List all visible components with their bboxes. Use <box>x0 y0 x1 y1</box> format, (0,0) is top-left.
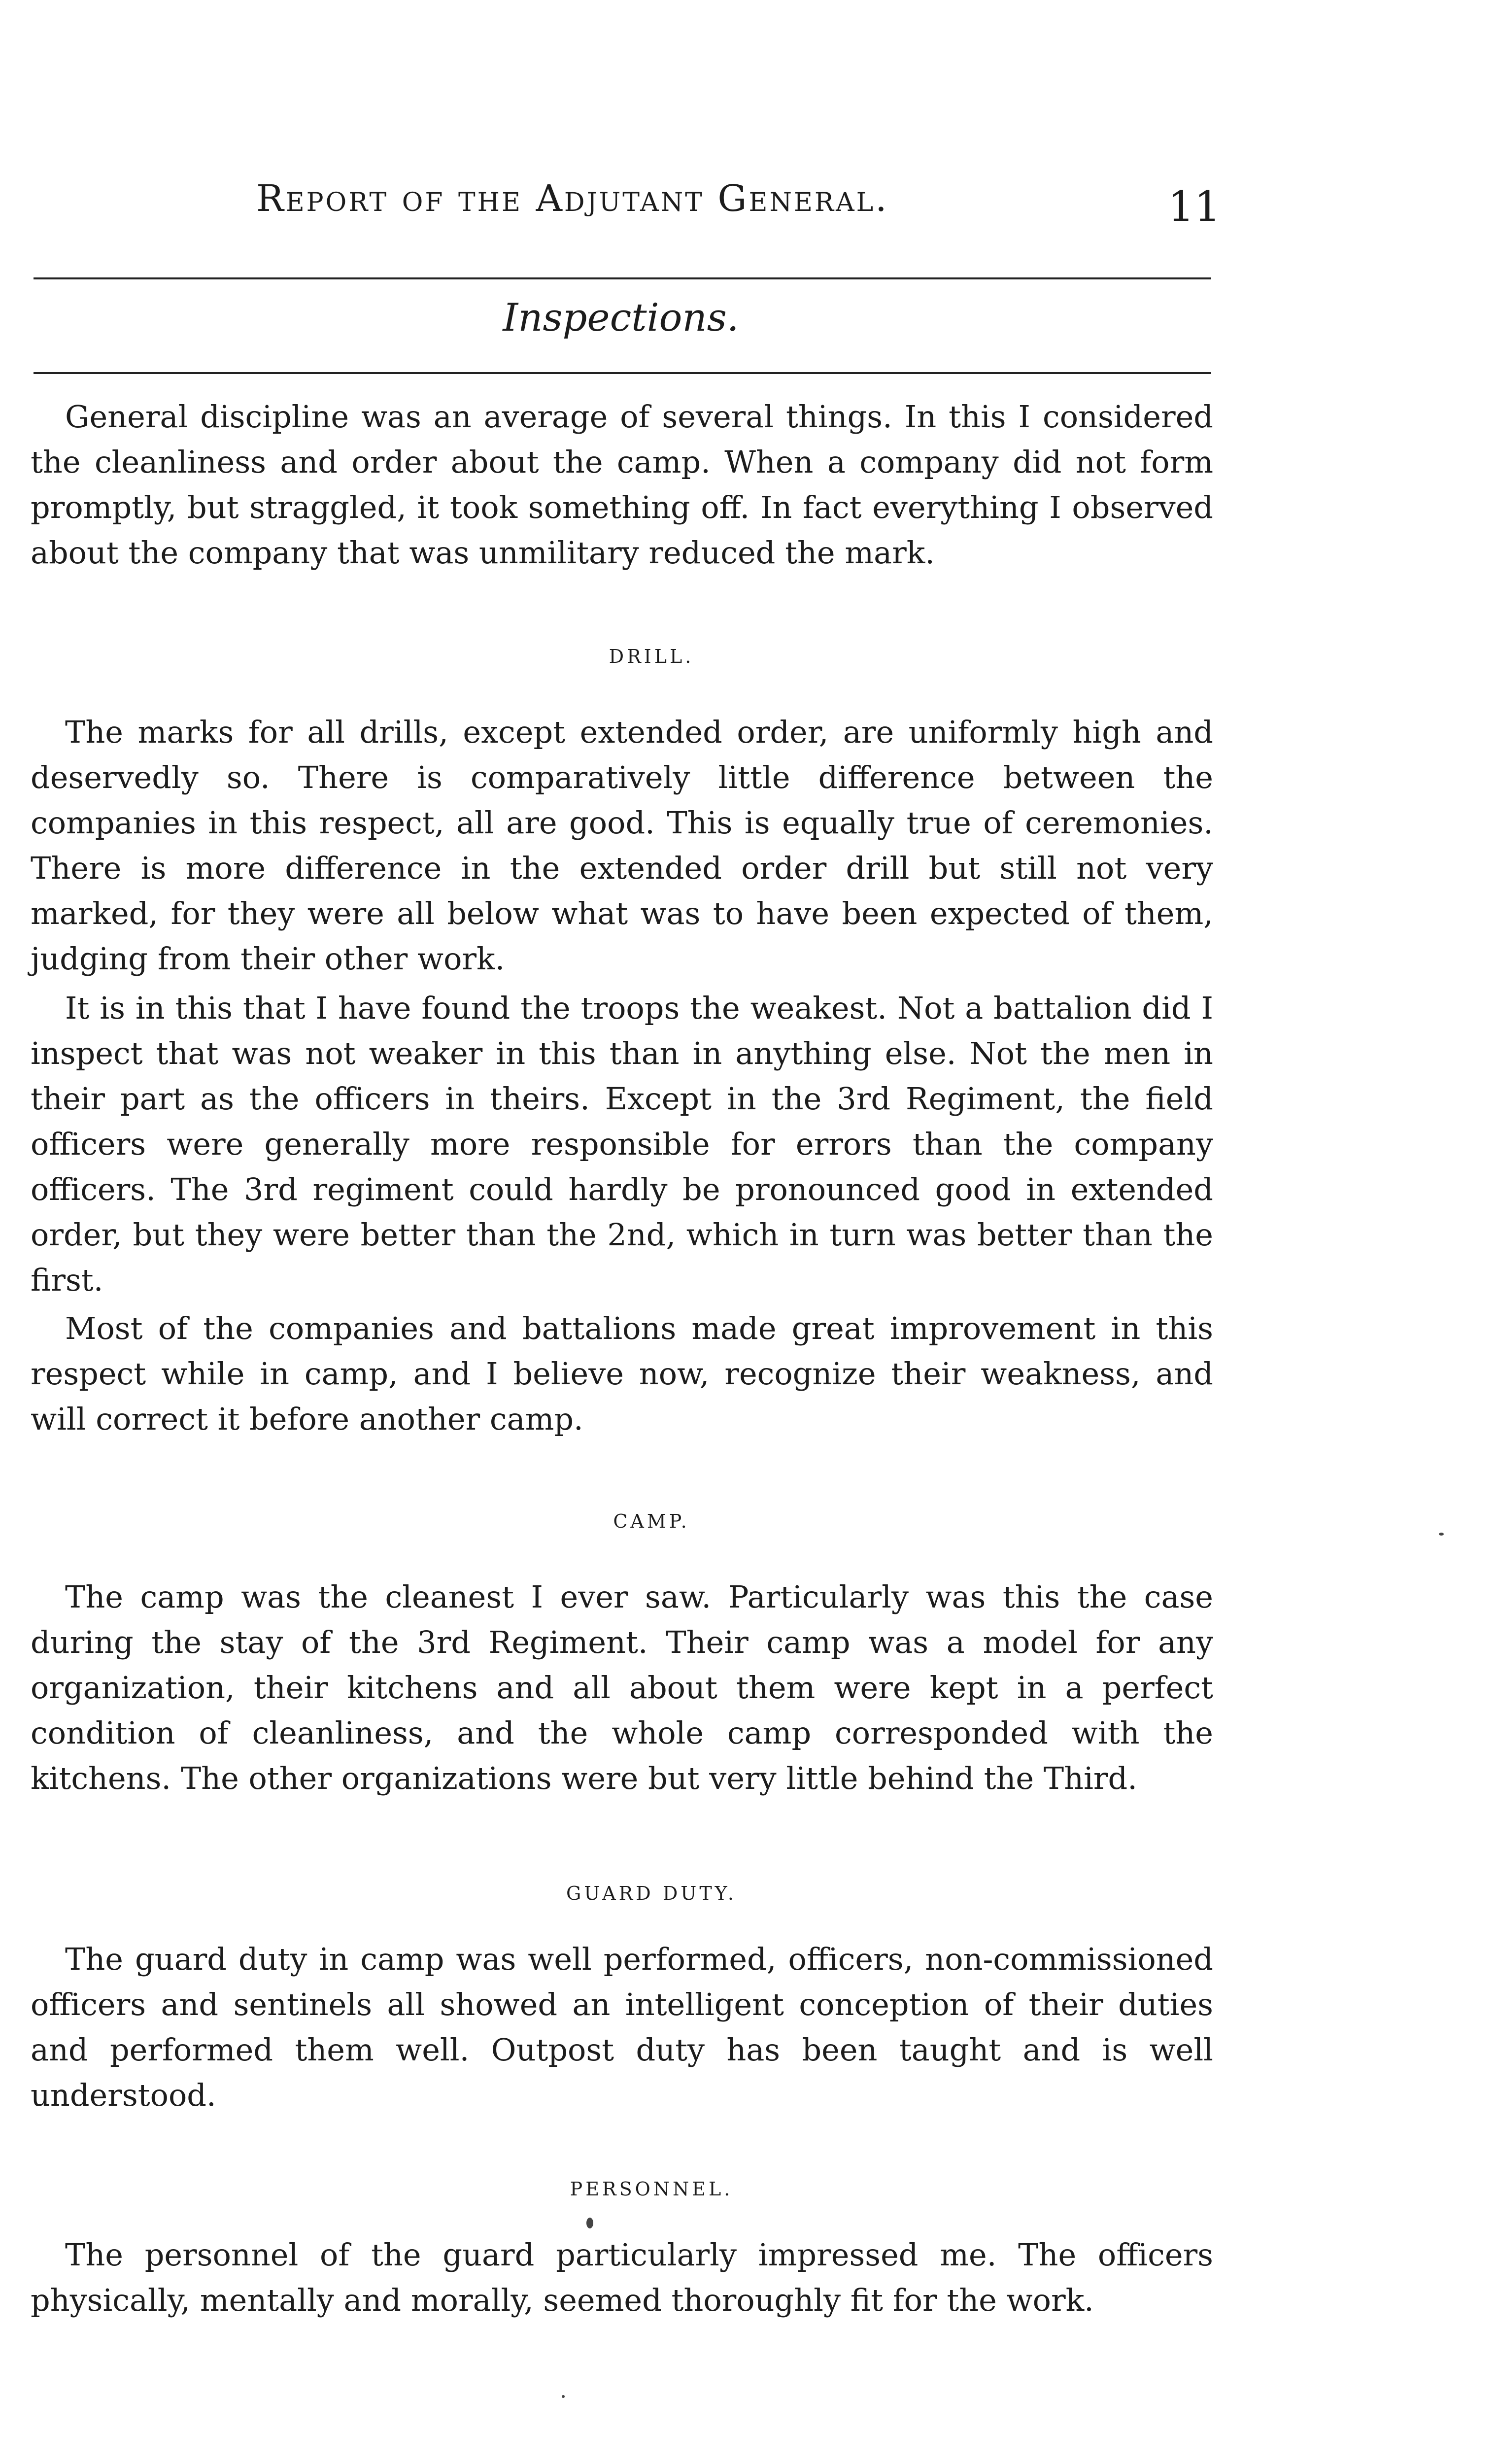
paragraph-general-discipline: General discipline was an average of several things. In this I considered the cleanliness and order about the camp. When a company did not form promptly, but straggled, it took something off. In fact everything I observed about the company that was unmilitary reduced the mark. <box>31 399 1213 571</box>
ink-speck <box>562 2395 565 2398</box>
subheading-drill: DRILL. <box>609 646 694 667</box>
paragraph-personnel: The personnel of the guard particularly impressed me. The officers physically, mentally and morally, seemed thoroughly fit for the work. <box>31 2237 1213 2318</box>
paragraph-guard-duty: The guard duty in camp was well performed, officers, non-commissioned officers and sentinels all showed an intelligent conception of their duties and performed them well. Outpost duty has been taught and is well understood. <box>31 1941 1213 2113</box>
subheading-camp: CAMP. <box>613 1510 690 1532</box>
paragraph-drill-improvement: Most of the companies and battalions made great improvement in this respect while in camp, and I believe now, recognize their weakness, and will correct it before another camp. <box>31 1310 1213 1437</box>
top-rule <box>34 277 1211 279</box>
page-number: 11 <box>1168 182 1221 231</box>
ink-speck <box>1439 1533 1444 1536</box>
paragraph-drill-weakest: It is in this that I have found the troops the weakest. Not a battalion did I inspect that was not weaker in this than in anything else. Not the men in their part as the officers in theirs. Except in the 3rd Regiment, the field officers were generally more responsible for errors than the company officers. The 3rd regiment could hardly be pronounced good in extended order, but they were better than the 2nd, which in turn was better than the first. <box>31 990 1213 1298</box>
running-head: Report of the Adjutant General. <box>256 177 889 220</box>
section-title: Inspections. <box>503 296 739 340</box>
bottom-rule <box>34 372 1211 374</box>
paragraph-drill-marks: The marks for all drills, except extended order, are uniformly high and deservedly so. There is comparatively little difference between the companies in this respect, all are good. This is equally true of ceremonies. There is more difference in the extended order drill but still not very marked, for they were all below what was to have been expected of them, judging from their other work. <box>31 714 1213 977</box>
subheading-personnel: PERSONNEL. <box>570 2178 733 2200</box>
paragraph-camp: The camp was the cleanest I ever saw. Particularly was this the case during the stay of the 3rd Regiment. Their camp was a model for any organization, their kitchens and all about them were kept in a perfect condition of cleanliness, and the whole camp corresponded with the kitchens. The other organizations were but very little behind the Third. <box>31 1579 1213 1796</box>
subheading-guard-duty: GUARD DUTY. <box>566 1882 737 1904</box>
ink-speck <box>586 2218 593 2228</box>
